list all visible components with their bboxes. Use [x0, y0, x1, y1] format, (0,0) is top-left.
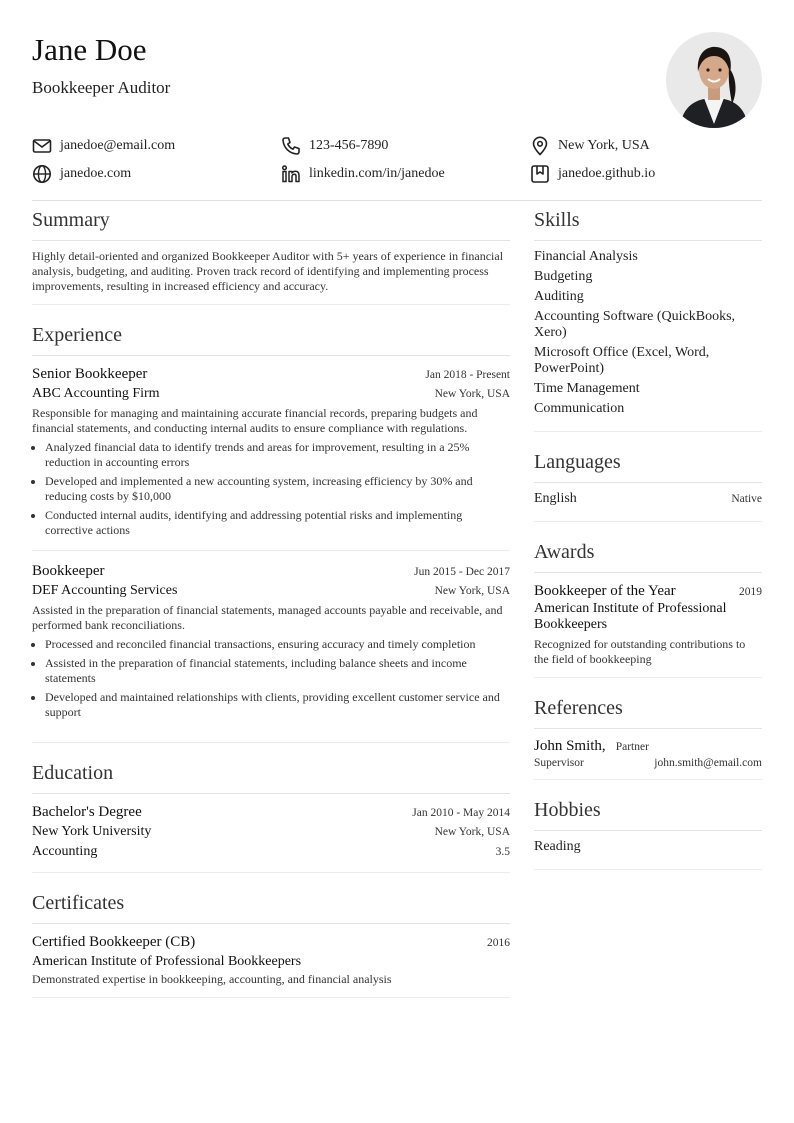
envelope-icon: [32, 136, 52, 156]
certificate-name: Certified Bookkeeper (CB): [32, 934, 196, 950]
certificate-issuer: American Institute of Professional Bookkeepers: [32, 954, 302, 969]
references-heading: References: [534, 696, 762, 729]
job-location: New York, USA: [434, 585, 510, 597]
summary-section: [32, 208, 510, 305]
bookmark-square-icon: [530, 164, 550, 184]
phone-icon: [281, 136, 301, 156]
achievement-item: • Developed and maintained relationships with clients, providing excellent customer service and support: [45, 690, 510, 720]
awards-section: [534, 540, 762, 678]
achievement-item: • Assisted in the preparation of financial statements, including balance sheets and income statements: [45, 656, 510, 686]
education-school: New York University: [32, 824, 152, 839]
reference-email[interactable]: john.smith@email.com: [654, 757, 762, 769]
job-location: New York, USA: [434, 388, 510, 400]
skill-item: Communication: [534, 401, 625, 416]
profile-photo: [666, 32, 762, 128]
language-name: English: [534, 491, 577, 506]
achievement-item: • Conducted internal audits, identifying and addressing potential risks and implementing corrective actions: [45, 508, 510, 538]
experience-entry: [32, 364, 510, 550]
contact-github[interactable]: [530, 163, 655, 185]
achievement-item: • Processed and reconciled financial transactions, ensuring accuracy and timely completion: [45, 637, 510, 652]
candidate-role: Bookkeeper Auditor: [32, 78, 171, 97]
references-section: [534, 696, 762, 780]
reference-relation: Supervisor: [534, 757, 584, 769]
education-heading: Education: [32, 761, 510, 794]
certificate-description: Demonstrated expertise in bookkeeping, accounting, and financial analysis: [32, 972, 392, 986]
skill-item: Accounting Software (QuickBooks, Xero): [534, 309, 736, 340]
main-column: [32, 208, 510, 1016]
education-dates: Jan 2010 - May 2014: [412, 807, 510, 819]
awards-heading: Awards: [534, 540, 762, 573]
linkedin-icon: [281, 164, 301, 184]
hobbies-heading: Hobbies: [534, 798, 762, 831]
job-achievements: [32, 440, 510, 538]
contact-linkedin[interactable]: [281, 163, 445, 185]
experience-heading: Experience: [32, 323, 510, 356]
award-name: Bookkeeper of the Year: [534, 583, 676, 599]
globe-icon: [32, 164, 52, 184]
summary-heading: Summary: [32, 208, 510, 241]
certificates-section: [32, 891, 510, 998]
languages-section: [534, 450, 762, 522]
candidate-name: Jane Doe: [32, 32, 147, 67]
contact-email[interactable]: [32, 135, 175, 157]
languages-heading: Languages: [534, 450, 762, 483]
job-achievements: [32, 637, 510, 720]
reference-position: Partner: [615, 741, 649, 753]
achievement-item: • Developed and implemented a new accounting system, increasing efficiency by 30% and reducing costs by $10,000: [45, 474, 510, 504]
achievement-item: • Analyzed financial data to identify trends and areas for improvement, resulting in a 25% reduction in accounting errors: [45, 440, 510, 470]
contact-location: [530, 135, 650, 157]
skills-heading: Skills: [534, 208, 762, 241]
language-level: Native: [731, 493, 762, 505]
skill-item: Budgeting: [534, 269, 593, 284]
contact-location-text: New York, USA: [558, 138, 650, 153]
side-column: [534, 208, 762, 888]
certificate-year: 2016: [487, 937, 510, 949]
skills-section: [534, 208, 762, 432]
job-company: ABC Accounting Firm: [32, 386, 160, 401]
contact-github-text: janedoe.github.io: [558, 166, 656, 181]
certificates-heading: Certificates: [32, 891, 510, 924]
skill-item: Financial Analysis: [534, 249, 638, 264]
contact-linkedin-text: linkedin.com/in/janedoe: [309, 166, 445, 181]
job-description: Responsible for managing and maintaining accurate financial records, preparing budgets and financial statements, and conducting internal audits to ensure compliance with regulations.: [32, 406, 478, 435]
map-pin-icon: [530, 136, 550, 156]
job-dates: Jun 2015 - Dec 2017: [414, 566, 510, 578]
hobby-item: Reading: [534, 839, 581, 854]
experience-section: [32, 323, 510, 743]
header-divider: [32, 200, 762, 201]
contact-phone[interactable]: [281, 135, 388, 157]
education-section: [32, 761, 510, 873]
summary-text: Highly detail-oriented and organized Bookkeeper Auditor with 5+ years of experience in financial analysis, budgeting, and auditing. Proven track record of identifying and implementing process improvements, resulting in increased efficiency and accuracy.: [32, 249, 504, 293]
award-issuer: American Institute of Professional Bookkeepers: [534, 601, 727, 632]
skill-item: Microsoft Office (Excel, Word, PowerPoint): [534, 345, 710, 376]
job-description: Assisted in the preparation of financial statements, managed accounts payable and receivable, and performed bank reconciliations.: [32, 603, 503, 632]
contact-website-text: janedoe.com: [60, 166, 132, 181]
contact-email-text: janedoe@email.com: [60, 138, 176, 153]
contact-website[interactable]: [32, 163, 131, 185]
experience-entry: [32, 550, 510, 732]
job-position: Bookkeeper: [32, 563, 105, 579]
skill-item: Time Management: [534, 381, 640, 396]
contact-info: [32, 134, 762, 194]
education-gpa: 3.5: [495, 846, 510, 858]
award-description: Recognized for outstanding contributions to the field of bookkeeping: [534, 637, 746, 666]
job-dates: Jan 2018 - Present: [425, 369, 510, 381]
reference-name: John Smith,: [534, 738, 606, 754]
education-location: New York, USA: [434, 826, 510, 838]
hobbies-section: [534, 798, 762, 870]
education-degree: Bachelor's Degree: [32, 804, 142, 820]
job-company: DEF Accounting Services: [32, 583, 178, 598]
job-position: Senior Bookkeeper: [32, 366, 148, 382]
education-field: Accounting: [32, 844, 98, 859]
skill-item: Auditing: [534, 289, 584, 304]
award-year: 2019: [739, 586, 762, 598]
contact-phone-text: 123-456-7890: [309, 138, 389, 153]
